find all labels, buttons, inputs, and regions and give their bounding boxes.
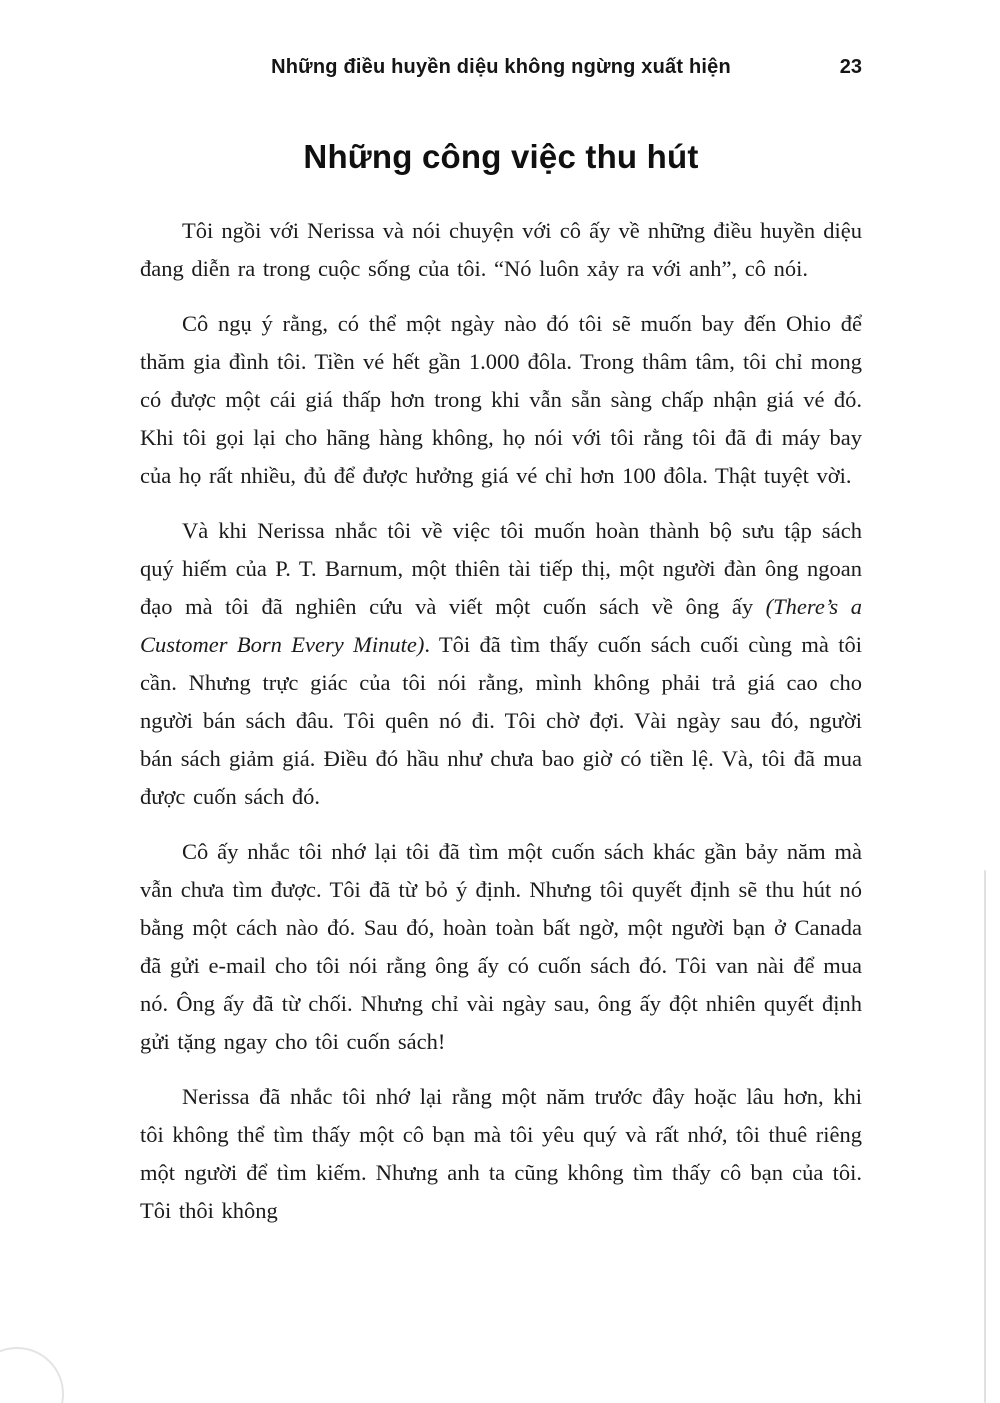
paragraph — [140, 512, 862, 816]
paragraph — [140, 305, 862, 495]
paragraph — [140, 833, 862, 1061]
paragraph-text: Cô ấy nhắc tôi nhớ lại tôi đã tìm một cuốn sách khác gần bảy năm mà vẫn chưa tìm được. Tôi đã từ bỏ ý định. Nhưng tôi quyết định sẽ thu hút nó bằng một cách nào đó. Sau đó, hoàn toàn bất ngờ, một người bạn ở Canada đã gửi e-mail cho tôi nói rằng ông ấy có cuốn sách đó. Tôi van nài để mua nó. Ông ấy đã từ chối. Nhưng chỉ vài ngày sau, ông ấy đột nhiên quyết định gửi tặng ngay cho tôi cuốn sách! — [140, 839, 862, 1054]
page-header — [140, 56, 862, 86]
paragraph-text: Tôi ngồi với Nerissa và nói chuyện với cô ấy về những điều huyền diệu đang diễn ra trong cuộc sống của tôi. “Nó luôn xảy ra với anh”, cô nói. — [140, 218, 862, 281]
body-text — [140, 212, 862, 1230]
chapter-title: Những công việc thu hút — [303, 138, 699, 175]
scan-artifact-right-edge — [984, 870, 986, 1403]
paragraph-text: Cô ngụ ý rằng, có thể một ngày nào đó tôi sẽ muốn bay đến Ohio để thăm gia đình tôi. Tiền vé hết gần 1.000 đôla. Trong thâm tâm, tôi chỉ mong có được một cái giá thấp hơn trong khi vẫn sẵn sàng chấp nhận giá vé đó. Khi tôi gọi lại cho hãng hàng không, họ nói với tôi rằng tôi đã đi máy bay của họ rất nhiều, đủ để được hưởng giá vé chỉ hơn 100 đôla. Thật tuyệt vời. — [140, 311, 862, 488]
paragraph-text: Và khi Nerissa nhắc tôi về việc tôi muốn hoàn thành bộ sưu tập sách quý hiếm của P. T. Barnum, một thiên tài tiếp thị, một người đàn ông ngoan đạo mà tôi đã nghiên cứu và viết một cuốn sách về ông ấy — [140, 518, 862, 619]
book-title-italic: (There’s a Customer Born Every Minute) — [140, 594, 862, 657]
page-content — [140, 0, 862, 1230]
page-number: 23 — [839, 56, 862, 78]
paragraph — [140, 212, 862, 288]
paragraph-text: Nerissa đã nhắc tôi nhớ lại rằng một năm trước đây hoặc lâu hơn, khi tôi không thể tìm thấy một cô bạn mà tôi yêu quý và rất nhớ, tôi thuê riêng một người để tìm kiếm. Nhưng anh ta cũng không tìm thấy cô bạn của tôi. Tôi thôi không — [140, 1084, 862, 1223]
paragraph-text: . Tôi đã tìm thấy cuốn sách cuối cùng mà tôi cần. Nhưng trực giác của tôi nói rằng, mình không phải trả giá cao cho người bán sách đâu. Tôi quên nó đi. Tôi chờ đợi. Vài ngày sau đó, người bán sách giảm giá. Điều đó hầu như chưa bao giờ có tiền lệ. Và, tôi đã mua được cuốn sách đó. — [140, 632, 862, 809]
running-title: Những điều huyền diệu không ngừng xuất hiện — [271, 56, 731, 78]
scan-artifact-bottom-left — [0, 1347, 64, 1403]
paragraph — [140, 1078, 862, 1230]
